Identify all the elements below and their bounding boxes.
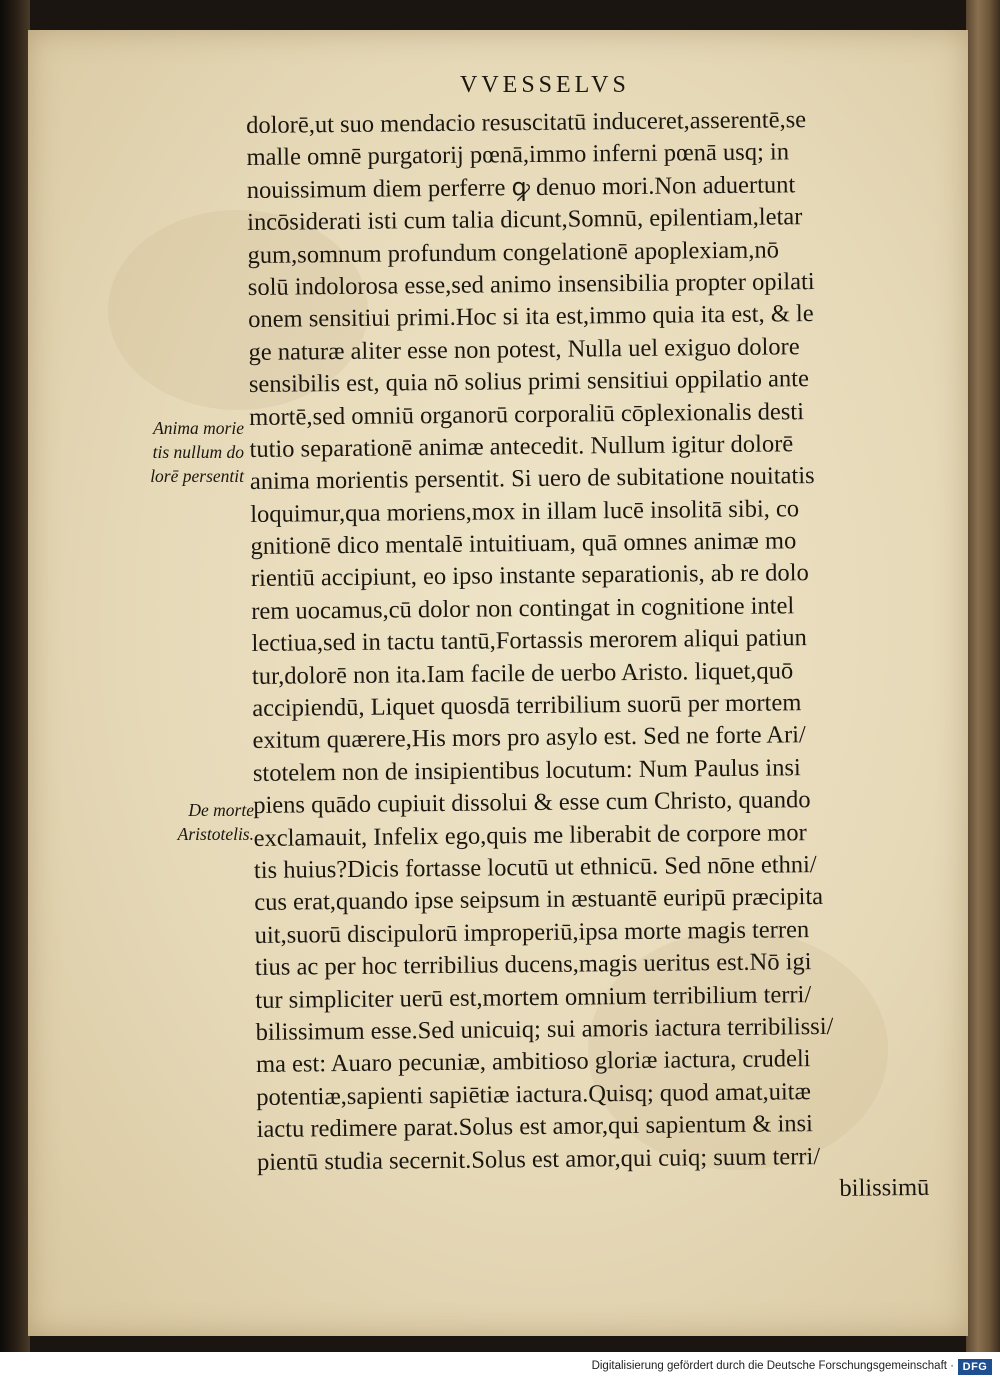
running-head: VVESSELVS bbox=[460, 72, 630, 98]
text-line: potentiæ,sapienti sapiētiæ iactura.Quisq; quod amat,uitæ bbox=[256, 1077, 812, 1111]
text-line: piens quādo cupiuit dissolui & esse cum Christo, quando bbox=[253, 786, 811, 820]
margin-note-anima bbox=[104, 416, 244, 488]
margin-note-aristotelis bbox=[130, 798, 254, 846]
text-line: sensibilis est, quia nō solius primi sensitiui oppilatio ante bbox=[248, 365, 810, 399]
text-line: exclamauit, Infelix ego,quis me liberabit de corpore mor bbox=[253, 818, 807, 852]
binding-edge bbox=[0, 0, 30, 1352]
margin-note-line: De morte bbox=[188, 800, 254, 820]
text-line: rem uocamus,cū dolor non contingat in cognitione intel bbox=[251, 592, 795, 625]
text-line: anima morientis persentit. Si uero de subitatione nouitatis bbox=[249, 462, 815, 496]
text-line: stotelem non de insipientibus locutum: Num Paulus insi bbox=[252, 754, 801, 787]
text-line: cus erat,quando ipse seipsum in æstuantē euripū præcipita bbox=[254, 883, 824, 917]
text-line: tius ac per hoc terribilius ducens,magis ueritus est.Nō igi bbox=[254, 948, 812, 982]
text-line: gnitionē dico mentalē intuitiuam, quā omnes animæ mo bbox=[250, 527, 797, 561]
text-line: ge naturæ aliter esse non potest, Nulla uel exiguo dolore bbox=[248, 332, 800, 366]
margin-note-line: lorē persentit bbox=[150, 466, 244, 486]
margin-note-line: tis nullum do bbox=[152, 442, 244, 462]
text-line: ma est: Auaro pecuniæ, ambitioso gloriæ iactura, crudeli bbox=[255, 1045, 811, 1079]
text-line: solū indolorosa esse,sed animo insensibilia propter opilati bbox=[247, 268, 815, 301]
margin-note-line: Anima morie bbox=[153, 418, 244, 438]
text-line: tur,dolorē non ita.Iam facile de uerbo Aristo. liquet,quō bbox=[251, 656, 794, 690]
text-line: onem sensitiui primi.Hoc si ita est,immo quia ita est, & le bbox=[248, 300, 814, 334]
text-line: pientū studia secernit.Solus est amor,qui cuiq; suum terri/ bbox=[256, 1142, 821, 1176]
dfg-logo-icon: DFG bbox=[958, 1359, 992, 1375]
text-line: incōsiderati isti cum talia dicunt,Somnū, epilentiam,letar bbox=[247, 203, 803, 237]
text-line: malle omnē purgatorij pœnā,immo inferni pœnā usq; in bbox=[246, 138, 790, 172]
text-line: rientiū accipiunt, eo ipso instante separationis, ab re dolo bbox=[250, 559, 809, 593]
text-line: iactu redimere parat.Solus est amor,qui sapientum & insi bbox=[256, 1110, 814, 1144]
text-line: lectiua,sed in tactu tantū,Fortassis merorem aliqui patiun bbox=[251, 624, 807, 658]
text-line: tur simpliciter uerū est,mortem omnium terribilium terri/ bbox=[255, 980, 812, 1014]
text-line: nouissimum diem perferre ꝙ denuo mori.Non aduertunt bbox=[246, 171, 796, 204]
text-line: tutio separationē animæ antecedit. Nullum igitur dolorē bbox=[249, 430, 794, 463]
cover-edge bbox=[966, 0, 1000, 1352]
text-line: accipiendū, Liquet quosdā terribilium suorū per mortem bbox=[252, 689, 802, 722]
body-text bbox=[246, 103, 943, 1211]
text-line: loquimur,qua moriens,mox in illam lucē insolitā sibi, co bbox=[250, 494, 800, 528]
text-line: dolorē,ut suo mendacio resuscitatū induceret,asserentē,se bbox=[246, 106, 807, 139]
text-line: tis huius?Dicis fortasse locutū ut ethnicū. Sed nōne ethni/ bbox=[253, 851, 817, 884]
text-line: exitum quærere,His mors pro asylo est. Sed ne forte Ari/ bbox=[252, 721, 806, 755]
funding-note: Digitalisierung gefördert durch die Deutsche Forschungsgemeinschaft · bbox=[591, 1360, 954, 1372]
text-line: uit,suorū discipulorū improperiū,ipsa morte magis terren bbox=[254, 915, 810, 949]
margin-note-line: Aristotelis. bbox=[177, 824, 254, 844]
text-line: gum,somnum profundum congelationē apoplexiam,nō bbox=[247, 235, 780, 269]
footer-bar bbox=[0, 1352, 1000, 1383]
text-line: bilissimum esse.Sed unicuiq; sui amoris iactura terribilissi/ bbox=[255, 1012, 834, 1046]
catchword: bilissimū bbox=[839, 1173, 930, 1202]
text-line: mortē,sed omniū organorū corporaliū cōplexionalis desti bbox=[249, 397, 805, 431]
